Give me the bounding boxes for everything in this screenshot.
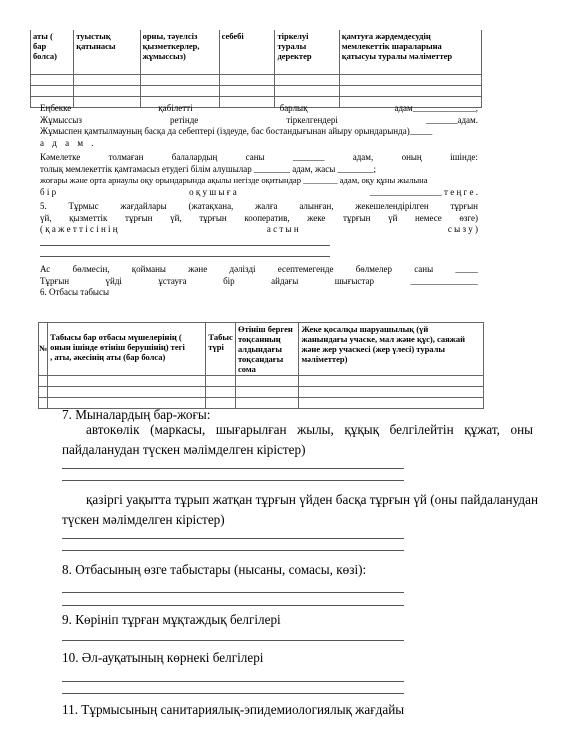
section-7-title: 7. Мыналардың бар-жоғы: (62, 407, 211, 422)
fill-line (40, 245, 330, 246)
children-paragraph: Кәмелетке толмаған балалардың саны _______ адам, оның ішінде: толық мемлекеттік қамтамасыз етудегі білім алушылар ________ адам, жасы ________; жоғары және орта арнаулы оқу орындарында ақылы негізде оқитындар ________ адам, оқу құны жылына б і р о қ у ш ы ғ а ________________ т е ң г е . (40, 152, 478, 197)
section-8-title: 8. Отбасының өзге табыстары (нысаны, сомасы, көзі): (62, 562, 367, 577)
fill-line (62, 693, 404, 694)
car-text-line-2: пайдаланудан түскен мәлімделген кірістер) (62, 442, 306, 457)
fill-line (62, 480, 404, 481)
family-income-table (38, 322, 484, 409)
table-row (39, 387, 484, 398)
table-header-cell: Табыс түрі (206, 323, 236, 376)
fill-line (40, 256, 330, 257)
table-header-row (31, 30, 482, 74)
table-header-cell: Табысы бар отбасы мүшелерінің ( онын ішінде өтініш берушінің) тегі , аты, әкесінің аты (бар болса) (48, 323, 206, 376)
employment-paragraph: Еңбекке қабілетті барлық адам______________, Жұмыссыз ретінде тіркелгендері _______адам. Жұмыспен қамтылмауның басқа да себептері (іздеуде, бас бостандығынан айыру орындарында)_____ а д а м . (40, 103, 478, 148)
table-row (39, 376, 484, 387)
table-header-cell: туыстық қатынасы (74, 30, 140, 74)
fill-line (62, 605, 404, 606)
car-text-line-1: автокөлік (маркасы, шығарылған жылы, құқық белгілейтін құжат, оны (86, 422, 533, 437)
section-10-title: 10. Әл-ауқатының көрнекі белгілері (62, 650, 264, 665)
family-members-table (30, 30, 482, 108)
fill-line (62, 550, 404, 551)
rooms-paragraph: Ас бөлмесін, қойманы және дәлізді есептемегенде бөлмелер саны _____ Тұрғын үйді ұстауға бір айдағы шығыстар _______________ 6. Отбасы табысы (40, 264, 478, 298)
fill-line (62, 468, 404, 469)
section-11-title: 11. Тұрмысының санитариялық-эпидемиологиялық жағдайы (62, 702, 405, 717)
fill-line (62, 592, 404, 593)
table-header-cell: № (39, 323, 48, 376)
table-row (31, 74, 482, 85)
housing-paragraph: 5. Тұрмыс жағдайлары (жатақхана, жалға алынған, жекешелендірілген тұрғын үй, қызметтік тұрғын үй, тұрғын кооператив, жеке тұрғын үй немесе өзге) ( қ а ж е т т і с і н і ң а с т ы н с ы з у ) (40, 201, 478, 235)
section-9-title: 9. Көрініп тұрған мұқтаждық белгілері (62, 612, 281, 627)
table-header-cell: Жеке қосалқы шаруашылық (үй жанындағы учаске, мал және құс), саяжай және жер учаскесі (жер үлесі) туралы мәліметтер) (299, 323, 484, 376)
fill-line (62, 538, 404, 539)
table-header-cell: тіркелуі туралы деректер (275, 30, 339, 74)
table-row (31, 85, 482, 96)
table-header-cell: Өтініш берген тоқсанның алдындағы тоқсандағы сома (235, 323, 299, 376)
section-6-title: 6. Отбасы табысы (40, 287, 110, 298)
table-header-cell: себебі (219, 30, 275, 74)
fill-line (62, 681, 404, 682)
table-header-row (39, 323, 484, 376)
table-header-cell: орны, тәуелсіз қызметкерлер, жұмыссыз) (140, 30, 219, 74)
table-header-cell: аты ( бар болса) (31, 30, 74, 74)
table-header-cell: қамтуға жәрдемдесудің мемлекеттік шараларына қатысуы туралы мәліметтер (339, 30, 481, 74)
housing-extra-line-1: қазіргі уақытта тұрып жатқан тұрғын үйден басқа тұрғын үй (оны пайдаланудан (86, 492, 538, 507)
fill-line (62, 640, 404, 641)
housing-extra-line-2: түскен мәлімделген кірістер) (62, 512, 225, 527)
